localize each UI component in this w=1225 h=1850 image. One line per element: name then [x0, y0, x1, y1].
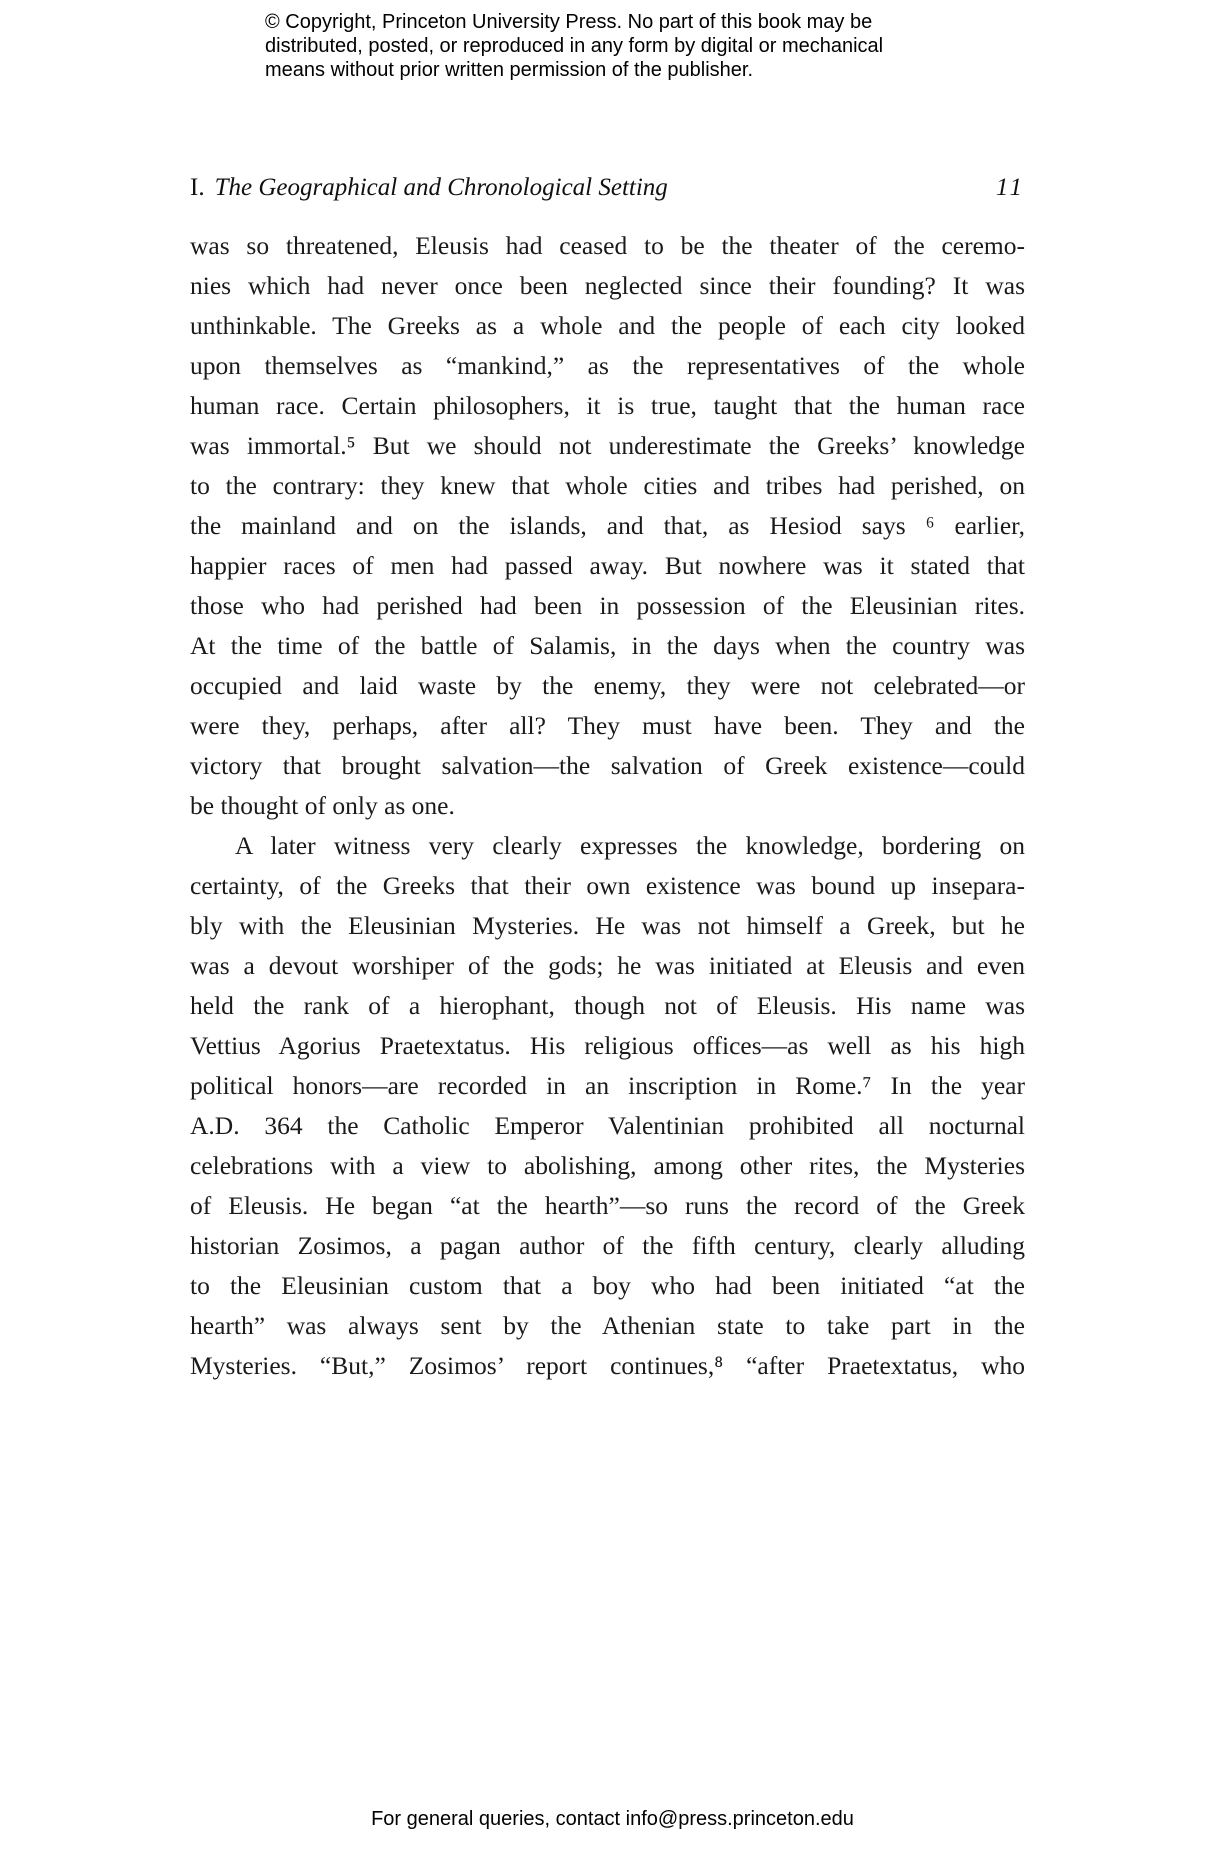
text-line: was a devout worshiper of the gods; he was initiated at Eleusis and even [190, 951, 1025, 980]
copyright-notice [265, 10, 985, 82]
running-head [190, 172, 1025, 204]
text-line: was immortal.⁵ But we should not underestimate the Greeks’ knowledge [190, 431, 1025, 460]
text-line: happier races of men had passed away. But nowhere was it stated that [190, 551, 1025, 580]
text-line: upon themselves as “mankind,” as the representatives of the whole [190, 351, 1025, 380]
text-line: to the contrary: they knew that whole cities and tribes had perished, on [190, 471, 1025, 500]
text-line: was so threatened, Eleusis had ceased to be the theater of the ceremo- [190, 231, 1025, 260]
text-line: human race. Certain philosophers, it is true, taught that the human race [190, 391, 1025, 420]
text-line: unthinkable. The Greeks as a whole and the people of each city looked [190, 311, 1025, 340]
chapter-number: I. [190, 174, 205, 201]
text-line: Mysteries. “But,” Zosimos’ report continues,⁸ “after Praetextatus, who [190, 1351, 1025, 1380]
text-line: to the Eleusinian custom that a boy who had been initiated “at the [190, 1271, 1025, 1300]
text-line: nies which had never once been neglected since their founding? It was [190, 271, 1025, 300]
text-line: the mainland and on the islands, and that, as Hesiod says ⁶ earlier, [190, 511, 1025, 540]
paragraph-2 [190, 826, 1025, 1386]
text-line: those who had perished had been in possession of the Eleusinian rites. [190, 591, 1025, 620]
body-text [190, 226, 1025, 1386]
copyright-line: distributed, posted, or reproduced in any form by digital or mechanical [265, 35, 884, 57]
text-line: occupied and laid waste by the enemy, they were not celebrated—or [190, 671, 1025, 700]
text-line: Vettius Agorius Praetextatus. His religious offices—as well as his high [190, 1031, 1025, 1060]
text-line: A.D. 364 the Catholic Emperor Valentinian prohibited all nocturnal [190, 1111, 1025, 1140]
text-line: be thought of only as one. [190, 791, 455, 820]
page-number: 11 [995, 174, 1025, 201]
text-line: bly with the Eleusinian Mysteries. He was not himself a Greek, but he [190, 911, 1025, 940]
text-line: certainty, of the Greeks that their own existence was bound up insepara- [190, 871, 1025, 900]
text-line: At the time of the battle of Salamis, in the days when the country was [190, 631, 1025, 660]
text-line: political honors—are recorded in an inscription in Rome.⁷ In the year [190, 1071, 1025, 1100]
text-line: held the rank of a hierophant, though not of Eleusis. His name was [190, 991, 1025, 1020]
contact-footer: For general queries, contact info@press.princeton.edu [371, 1808, 854, 1830]
text-line: of Eleusis. He began “at the hearth”—so runs the record of the Greek [190, 1191, 1025, 1220]
text-line: celebrations with a view to abolishing, among other rites, the Mysteries [190, 1151, 1025, 1180]
text-line: hearth” was always sent by the Athenian state to take part in the [190, 1311, 1025, 1340]
paragraph-1 [190, 226, 1025, 826]
copyright-line: © Copyright, Princeton University Press. No part of this book may be [265, 11, 873, 33]
text-line: were they, perhaps, after all? They must have been. They and the [190, 711, 1025, 740]
text-line: A later witness very clearly expresses the knowledge, bordering on [235, 831, 1025, 860]
copyright-line: means without prior written permission of the publisher. [265, 59, 754, 81]
text-line: historian Zosimos, a pagan author of the fifth century, clearly alluding [190, 1231, 1025, 1260]
chapter-title: The Geographical and Chronological Setting [214, 174, 668, 201]
text-line: victory that brought salvation—the salvation of Greek existence—could [190, 751, 1025, 780]
